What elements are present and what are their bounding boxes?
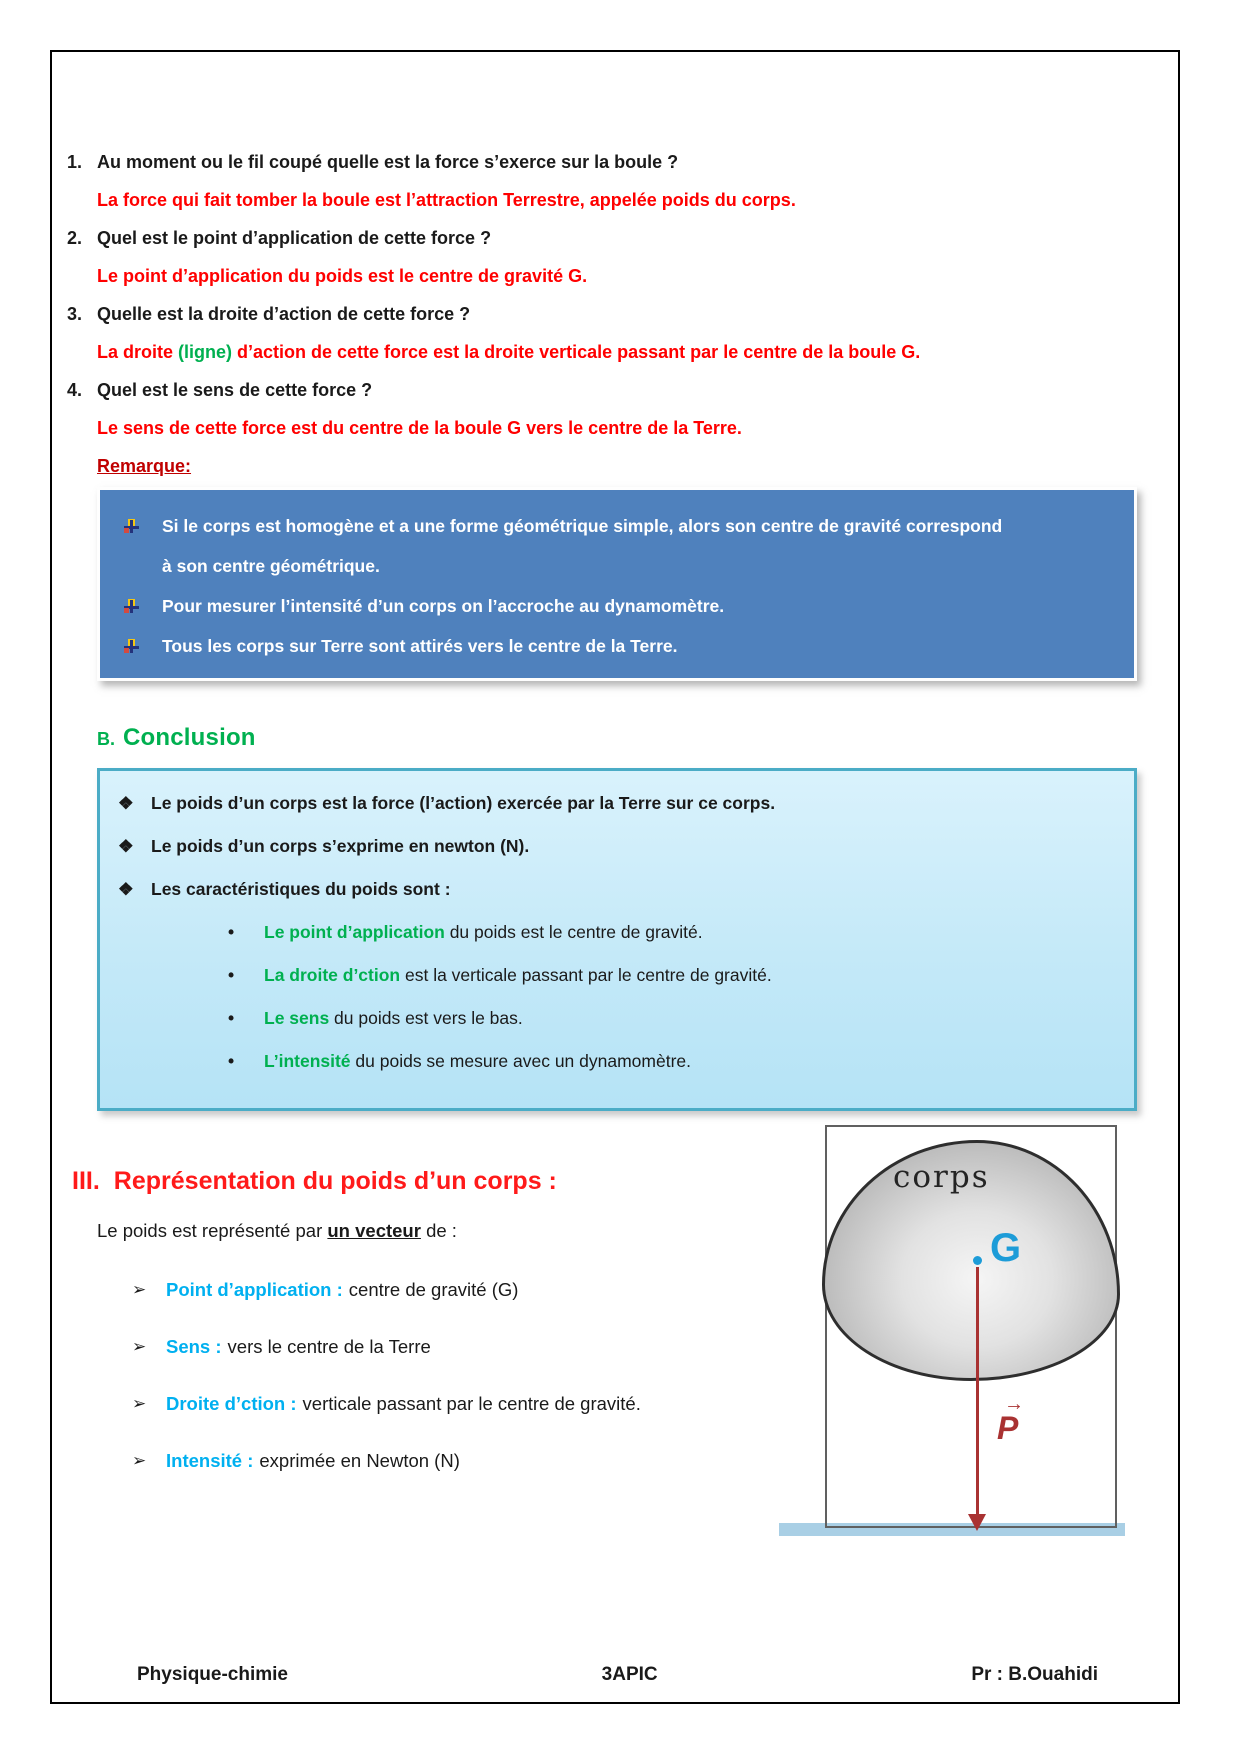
sub-item-lead: Le sens <box>264 1008 330 1028</box>
conclusion-sub-item <box>228 963 1110 987</box>
colored-plus-bullet-icon <box>124 599 139 614</box>
vector-item-text <box>166 1335 431 1359</box>
answer-text: Le point d’application du poids est le centre de gravité G. <box>97 266 588 286</box>
conclusion-title: Conclusion <box>123 724 256 751</box>
question-item <box>67 228 1138 249</box>
answer-segment: d’action de cette force est la droite verticale passant par le centre de la boule G. <box>232 342 921 362</box>
vector-item-text <box>166 1449 460 1473</box>
answer-text: Le sens de cette force est du centre de la boule G vers le centre de la Terre. <box>97 418 742 438</box>
footer <box>52 1664 1178 1686</box>
note-item <box>124 506 1110 586</box>
note-line: Si le corps est homogène et a une forme géométrique simple, alors son centre de gravité correspond <box>162 516 1003 536</box>
question-text: Quel est le sens de cette force ? <box>97 380 373 400</box>
vector-item-lead: Droite d’ction : <box>166 1393 297 1414</box>
weight-vector-arrowhead <box>968 1514 986 1531</box>
body-label: corps <box>893 1159 990 1195</box>
footer-right: Pr : B.Ouahidi <box>971 1664 1098 1685</box>
sub-item-text <box>264 1049 691 1073</box>
weight-vector-line <box>976 1267 979 1517</box>
page-frame <box>50 50 1180 1704</box>
answer-segment: La droite <box>97 342 179 362</box>
gravity-dot <box>973 1256 982 1265</box>
sub-item-rest: du poids se mesure avec un dynamomètre. <box>350 1051 692 1071</box>
sub-item-lead: La droite d’ction <box>264 965 401 985</box>
note-text <box>162 506 1002 586</box>
section-number: III. <box>72 1167 100 1195</box>
diamond-bullet-icon: ❖ <box>118 793 134 813</box>
intro-underlined: un vecteur <box>327 1220 421 1241</box>
conclusion-heading <box>97 723 1138 754</box>
question-number: 4. <box>67 380 83 400</box>
gravity-label: G <box>990 1226 1022 1270</box>
question-text: Quelle est la droite d’action de cette force ? <box>97 304 471 324</box>
intro-segment: de : <box>420 1220 457 1241</box>
vector-item <box>132 1278 727 1302</box>
question-text: Quel est le point d’application de cette force ? <box>97 228 492 248</box>
dot-bullet-icon: • <box>228 922 235 942</box>
vector-item-rest: verticale passant par le centre de gravité. <box>302 1393 641 1414</box>
vector-item <box>132 1449 727 1473</box>
sub-item-rest: du poids est le centre de gravité. <box>444 922 703 942</box>
conclusion-item <box>118 791 1110 815</box>
question-item <box>67 304 1138 325</box>
conclusion-item-text: Le poids d’un corps s’exprime en newton (N). <box>151 836 530 856</box>
remark-label: Remarque: <box>97 456 192 476</box>
intro-segment: Le poids est représenté par <box>97 1220 328 1241</box>
dot-bullet-icon: • <box>228 965 235 985</box>
vector-item <box>132 1392 727 1416</box>
vector-item-rest: centre de gravité (G) <box>348 1279 519 1300</box>
sub-item-lead: L’intensité <box>264 1051 351 1071</box>
conclusion-box <box>97 768 1137 1111</box>
arrow-bullet-icon: ➢ <box>132 1280 147 1299</box>
dot-bullet-icon: • <box>228 1051 235 1071</box>
colored-plus-bullet-icon <box>124 519 139 534</box>
sub-item-lead: Le point d’application <box>264 922 445 942</box>
note-line: à son centre géométrique. <box>162 556 380 576</box>
note-text: Tous les corps sur Terre sont attirés vers le centre de la Terre. <box>162 636 678 656</box>
note-text: Pour mesurer l’intensité d’un corps on l’accroche au dynamomètre. <box>162 596 725 616</box>
conclusion-letter: B. <box>97 729 115 749</box>
question-item <box>67 380 1138 401</box>
note-item <box>124 626 1110 666</box>
sub-item-text <box>264 963 772 987</box>
conclusion-item-text: Le poids d’un corps est la force (l’action) exercée par la Terre sur ce corps. <box>151 793 776 813</box>
conclusion-sub-item <box>228 1049 1110 1073</box>
note-item <box>124 586 1110 626</box>
sub-item-text <box>264 920 703 944</box>
sub-item-text <box>264 1006 523 1030</box>
question-number: 2. <box>67 228 83 248</box>
vector-item-rest: vers le centre de la Terre <box>227 1336 431 1357</box>
answer-text <box>97 342 1138 363</box>
arrow-bullet-icon: ➢ <box>132 1394 147 1413</box>
conclusion-item-text: Les caractéristiques du poids sont : <box>151 879 451 899</box>
arrow-bullet-icon: ➢ <box>132 1337 147 1356</box>
diamond-bullet-icon: ❖ <box>118 879 134 899</box>
section-title: Représentation du poids d’un corps : <box>113 1167 557 1195</box>
vector-item <box>132 1335 727 1359</box>
vector-item-text <box>166 1278 518 1302</box>
diamond-bullet-icon: ❖ <box>118 836 134 856</box>
conclusion-sub-item <box>228 1006 1110 1030</box>
vector-arrow-icon: → <box>1004 1393 1024 1415</box>
footer-left: Physique-chimie <box>137 1664 288 1685</box>
vector-item-lead: Point d’application : <box>166 1279 343 1300</box>
vector-list <box>67 1278 727 1473</box>
question-number: 3. <box>67 304 83 324</box>
sub-item-rest: du poids est vers le bas. <box>329 1008 523 1028</box>
weight-vector-label <box>997 1393 1024 1446</box>
vector-item-lead: Intensité : <box>166 1450 254 1471</box>
conclusion-sub-item <box>228 920 1110 944</box>
question-item <box>67 152 1138 173</box>
question-number: 1. <box>67 152 83 172</box>
vector-item-text <box>166 1392 641 1416</box>
figure-box <box>825 1125 1117 1528</box>
vector-letter: P <box>997 1410 1019 1446</box>
footer-center: 3APIC <box>601 1664 658 1685</box>
sub-item-rest: est la verticale passant par le centre de gravité. <box>400 965 772 985</box>
vector-item-lead: Sens : <box>166 1336 222 1357</box>
note-box <box>97 487 1137 681</box>
answer-segment-green: (ligne) <box>178 342 233 362</box>
conclusion-item <box>118 877 1110 901</box>
colored-plus-bullet-icon <box>124 639 139 654</box>
answer-text: La force qui fait tomber la boule est l’attraction Terrestre, appelée poids du corps. <box>97 190 796 210</box>
conclusion-item <box>118 834 1110 858</box>
arrow-bullet-icon: ➢ <box>132 1451 147 1470</box>
question-text: Au moment ou le fil coupé quelle est la force s’exerce sur la boule ? <box>97 152 679 172</box>
dot-bullet-icon: • <box>228 1008 235 1028</box>
vector-item-rest: exprimée en Newton (N) <box>259 1450 460 1471</box>
